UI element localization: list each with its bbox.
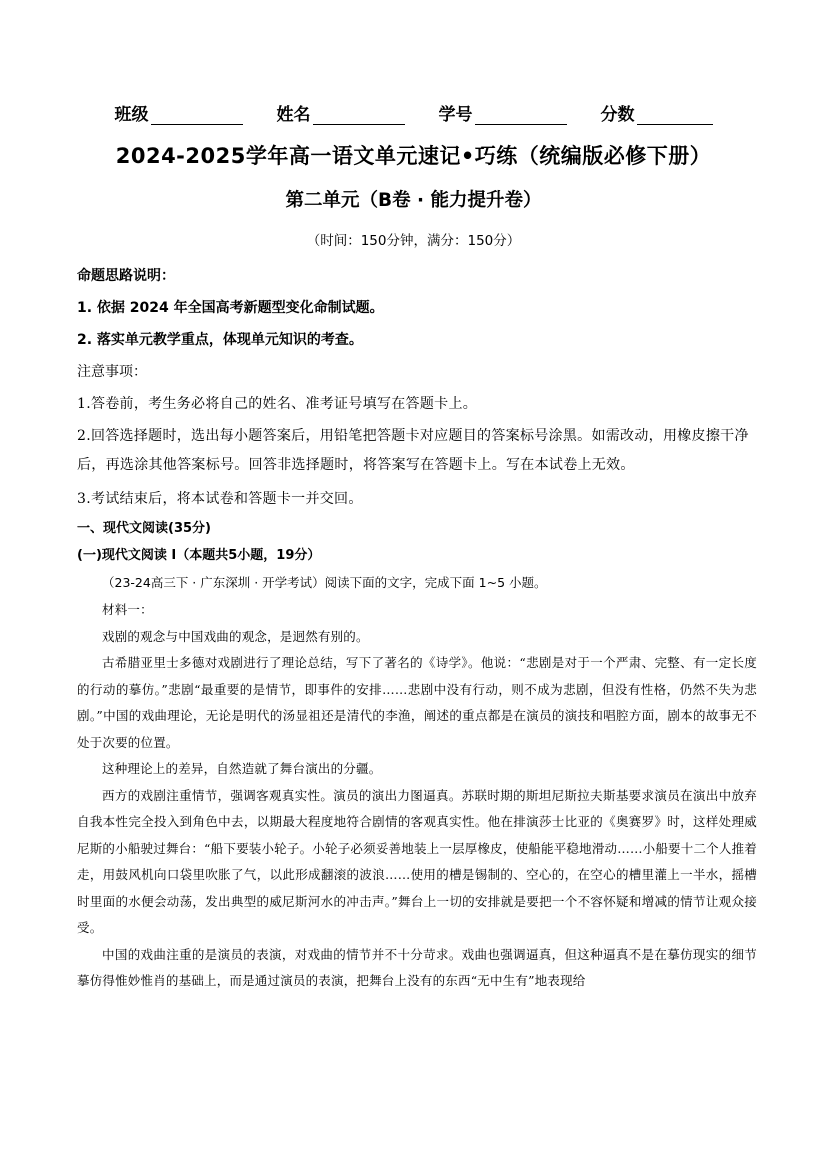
exam-title: 2024-2025学年高一语文单元速记•巧练（统编版必修下册）: [115, 144, 712, 168]
time-info: （时间：150分钟，满分：150分）: [306, 233, 521, 249]
class-blank[interactable]: [151, 106, 243, 125]
notice-item: 1.答卷前，考生务必将自己的姓名、准考证号填写在答题卡上。: [77, 396, 478, 412]
student-id-field[interactable]: [439, 100, 567, 125]
exam-subtitle: 第二单元（B卷 · 能力提升卷）: [285, 190, 542, 211]
passage-paragraph: 戏剧的观念与中国戏曲的观念，是迥然有别的。: [102, 628, 369, 644]
name-field[interactable]: [277, 100, 405, 125]
score-blank[interactable]: [637, 106, 713, 125]
subsection-title: (一)现代文阅读 I（本题共5小题，19分）: [77, 548, 321, 563]
score-field[interactable]: [601, 100, 713, 125]
section-title: 一、现代文阅读(35分): [77, 521, 211, 536]
exam-content: [77, 260, 757, 995]
student-info-row: [0, 100, 827, 125]
material-label: 材料一：: [102, 602, 153, 617]
notice-heading: 注意事项：: [77, 364, 147, 380]
design-notes-heading: 命题思路说明：: [77, 268, 175, 284]
passage-paragraph: 古希腊亚里士多德对戏剧进行了理论总结，写下了著名的《诗学》。他说：“悲剧是对于一个严肃、完整、有一定长度的行动的摹仿。”悲剧“最重要的是情节，即事件的安排……悲剧中没有行动，则不成为悲剧，但没有性格，仍然不失为悲剧。”中国的戏曲理论，无论是明代的汤显祖还是清代的李渔，阐述的重点都是在演员的演技和唱腔方面，剧本的故事无不处于次要的位置。: [77, 655, 757, 750]
student-id-label: 学号: [438, 105, 473, 125]
notice-item: 2.回答选择题时，选出每小题答案后，用铅笔把答题卡对应题目的答案标号涂黑。如需改动，用橡皮擦干净后，再选涂其他答案标号。回答非选择题时，将答案写在答题卡上。写在本试卷上无效。: [77, 428, 749, 473]
passage-paragraph: 这种理论上的差异，自然造就了舞台演出的分疆。: [102, 761, 382, 776]
score-label: 分数: [600, 105, 635, 125]
passage-paragraph: 中国的戏曲注重的是演员的表演，对戏曲的情节并不十分苛求。戏曲也强调逼真，但这种逼真不是在摹仿现实的细节摹仿得惟妙惟肖的基础上，而是通过演员的表演，把舞台上没有的东西“无中生有”地表现给: [77, 946, 757, 988]
passage-paragraph: 西方的戏剧注重情节，强调客观真实性。演员的演出力图逼真。苏联时期的斯坦尼斯拉夫斯基要求演员在演出中放弃自我本性完全投入到角色中去，以期最大程度地符合剧情的客观真实性。他在排演莎士比亚的《奥赛罗》时，这样处理威尼斯的小船驶过舞台：“船下要装小轮子。小轮子必须妥善地装上一层厚橡皮，使船能平稳地滑动……小船要十二个人推着走，用鼓风机向口袋里吹胀了气，以此形成翻滚的波浪……使用的槽是锡制的、空心的，在空心的槽里灌上一半水，摇槽时里面的水便会动荡，发出典型的威尼斯河水的冲击声。”舞台上一切的安排就是要把一个不容怀疑和增减的情节让观众接受。: [77, 787, 757, 935]
design-note-item: 1. 依据 2024 年全国高考新题型变化命制试题。: [77, 300, 384, 316]
student-id-blank[interactable]: [475, 106, 567, 125]
question-source: （23-24高三下 · 广东深圳 · 开学考试）阅读下面的文字，完成下面 1~5 小题。: [102, 575, 547, 590]
class-field[interactable]: [115, 100, 243, 125]
name-label: 姓名: [276, 105, 311, 125]
class-label: 班级: [114, 105, 149, 125]
design-note-item: 2. 落实单元教学重点，体现单元知识的考查。: [77, 332, 363, 348]
name-blank[interactable]: [313, 106, 405, 125]
notice-item: 3.考试结束后，将本试卷和答题卡一并交回。: [77, 491, 363, 507]
